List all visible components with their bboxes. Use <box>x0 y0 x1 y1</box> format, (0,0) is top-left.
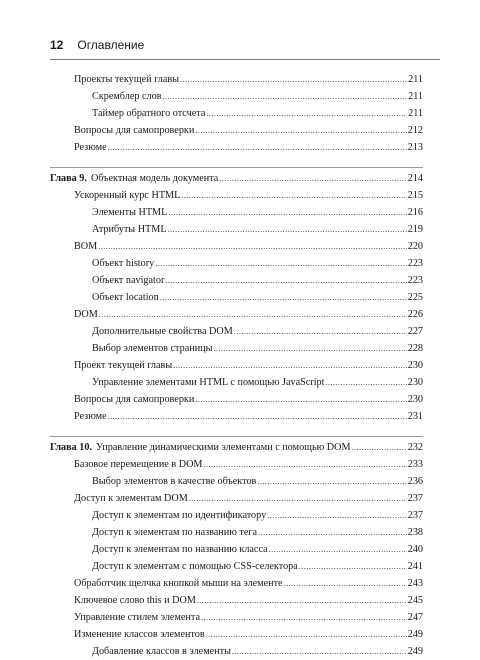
toc-entry-title: Объект history <box>92 258 155 269</box>
dot-leader <box>206 105 407 122</box>
toc-entry-title: BOM <box>74 241 98 252</box>
toc-page-number: 211 <box>408 108 423 119</box>
toc-entry-title: Доступ к элементам DOM <box>74 493 188 504</box>
toc-entry <box>50 391 423 408</box>
toc-entry-title: Дополнительные свойства DOM <box>92 326 233 337</box>
toc-entry <box>50 575 423 592</box>
dot-leader <box>160 289 407 306</box>
section-divider <box>50 436 423 437</box>
toc-entry-title: Выбор элементов страницы <box>92 343 213 354</box>
toc-page-number: 243 <box>407 578 423 589</box>
toc-page-number: 227 <box>407 326 423 337</box>
toc-entry <box>50 473 423 490</box>
dot-leader <box>155 255 407 272</box>
toc-entry <box>50 609 423 626</box>
toc-page-number: 228 <box>407 343 423 354</box>
toc-entry-title: Объект location <box>92 292 159 303</box>
dot-leader <box>173 357 407 374</box>
toc-page-number: 225 <box>407 292 423 303</box>
toc-entry-title: Вопросы для самопроверки <box>74 394 195 405</box>
dot-leader <box>213 340 406 357</box>
toc-entry-title: Базовое перемещение в DOM <box>74 459 203 470</box>
dot-leader <box>234 323 407 340</box>
toc-page-number: 240 <box>407 544 423 555</box>
toc-entry-title: Скремблер слов <box>92 91 162 102</box>
toc-page-number: 236 <box>407 476 423 487</box>
page-number: 12 <box>50 38 64 52</box>
dot-leader <box>232 643 407 660</box>
toc-page-number: 212 <box>407 125 423 136</box>
dot-leader <box>201 609 407 626</box>
dot-leader <box>257 473 406 490</box>
toc-entry <box>50 139 423 156</box>
dot-leader <box>181 187 406 204</box>
toc-entry-title: Обработчик щелчка кнопкой мыши на элементе <box>74 578 283 589</box>
toc-group-ch9 <box>50 170 423 425</box>
toc-entry <box>50 340 423 357</box>
dot-leader <box>197 592 407 609</box>
toc-entry-title: Добавление классов в элементы <box>92 646 231 657</box>
toc-entry <box>50 272 423 289</box>
toc-entry-title: Управление элементами HTML с помощью JavaScript <box>92 377 325 388</box>
toc-entry-title: Доступ к элементам с помощью CSS-селектора <box>92 561 298 572</box>
toc-entry <box>50 643 423 660</box>
dot-leader <box>168 221 407 238</box>
toc-entry-title: Объектная модель документа <box>90 173 219 184</box>
dot-leader <box>284 575 407 592</box>
toc-page-number: 247 <box>407 612 423 623</box>
toc-entry <box>50 323 423 340</box>
toc-entry-title: Таймер обратного отсчета <box>92 108 206 119</box>
toc-entry <box>50 122 423 139</box>
toc-entry-title: DOM <box>74 309 98 320</box>
toc-entry-title: Доступ к элементам по названию тега <box>92 527 258 538</box>
dot-leader <box>269 541 407 558</box>
toc-page-number: 230 <box>407 394 423 405</box>
toc-entry <box>50 524 423 541</box>
dot-leader <box>165 272 406 289</box>
toc-page-number: 211 <box>408 74 423 85</box>
toc-page-number: 230 <box>407 360 423 371</box>
toc-page-number: 216 <box>407 207 423 218</box>
toc-entry <box>50 408 423 425</box>
toc-entry <box>50 255 423 272</box>
header-title: Оглавление <box>77 38 145 52</box>
chapter-label: Глава 10. <box>50 442 93 453</box>
toc-entry <box>50 238 423 255</box>
dot-leader <box>98 238 407 255</box>
toc-page-number: 241 <box>407 561 423 572</box>
toc-page-number: 226 <box>407 309 423 320</box>
dot-leader <box>180 71 407 88</box>
toc-page-number: 238 <box>407 527 423 538</box>
toc-page-number: 220 <box>407 241 423 252</box>
dot-leader <box>203 456 406 473</box>
dot-leader <box>352 439 407 456</box>
toc-chapter-entry <box>50 439 423 456</box>
toc-entry <box>50 507 423 524</box>
table-of-contents <box>50 71 423 660</box>
toc-entry-title: Вопросы для самопроверки <box>74 125 195 136</box>
toc-page-number: 245 <box>407 595 423 606</box>
toc-entry <box>50 456 423 473</box>
toc-entry <box>50 357 423 374</box>
toc-group-ch8-tail <box>50 71 423 156</box>
toc-entry <box>50 88 423 105</box>
toc-page-number: 233 <box>407 459 423 470</box>
toc-page-number: 213 <box>407 142 423 153</box>
dot-leader <box>195 122 406 139</box>
dot-leader <box>258 524 407 541</box>
toc-chapter-entry <box>50 170 423 187</box>
toc-page-number: 219 <box>407 224 423 235</box>
toc-page-number: 249 <box>407 646 423 657</box>
toc-entry-title: Ускоренный курс HTML <box>74 190 181 201</box>
dot-leader <box>219 170 406 187</box>
toc-entry <box>50 541 423 558</box>
dot-leader <box>206 626 407 643</box>
toc-page-number: 249 <box>407 629 423 640</box>
dot-leader <box>325 374 406 391</box>
toc-page-number: 230 <box>407 377 423 388</box>
toc-entry-title: Элементы HTML <box>92 207 168 218</box>
toc-entry <box>50 592 423 609</box>
dot-leader <box>189 490 407 507</box>
toc-page-number: 237 <box>407 493 423 504</box>
toc-group-ch10 <box>50 439 423 660</box>
toc-entry-title: Резюме <box>74 411 107 422</box>
toc-entry-title: Проекты текущей главы <box>74 74 180 85</box>
toc-entry-title: Проект текущей главы <box>74 360 173 371</box>
toc-entry-title: Выбор элементов в качестве объектов <box>92 476 257 487</box>
toc-entry-title: Резюме <box>74 142 107 153</box>
toc-entry <box>50 558 423 575</box>
dot-leader <box>99 306 407 323</box>
toc-entry <box>50 289 423 306</box>
toc-entry-title: Управление стилем элемента <box>74 612 200 623</box>
toc-page-number: 237 <box>407 510 423 521</box>
dot-leader <box>108 139 407 156</box>
dot-leader <box>108 408 407 425</box>
toc-page-number: 214 <box>407 173 423 184</box>
toc-entry <box>50 374 423 391</box>
toc-entry-title: Управление динамическими элементами с помощью DOM <box>96 442 351 453</box>
dot-leader <box>195 391 406 408</box>
toc-entry <box>50 221 423 238</box>
toc-page-number: 223 <box>407 258 423 269</box>
chapter-label: Глава 9. <box>50 173 87 184</box>
toc-page-number: 215 <box>407 190 423 201</box>
dot-leader <box>299 558 407 575</box>
page-header <box>50 38 440 60</box>
toc-entry-title: Объект navigator <box>92 275 165 286</box>
dot-leader <box>267 507 407 524</box>
section-divider <box>50 167 423 168</box>
dot-leader <box>168 204 406 221</box>
toc-entry-title: Доступ к элементам по названию класса <box>92 544 268 555</box>
toc-entry-title: Ключевое слово this и DOM <box>74 595 196 606</box>
toc-entry <box>50 71 423 88</box>
toc-entry <box>50 187 423 204</box>
toc-entry-title: Атрибуты HTML <box>92 224 167 235</box>
toc-entry-title: Изменение классов элементов <box>74 629 205 640</box>
toc-entry <box>50 204 423 221</box>
toc-entry <box>50 490 423 507</box>
toc-page-number: 231 <box>407 411 423 422</box>
toc-entry <box>50 626 423 643</box>
toc-entry-title: Доступ к элементам по идентификатору <box>92 510 267 521</box>
dot-leader <box>163 88 408 105</box>
toc-page-number: 232 <box>407 442 423 453</box>
toc-page-number: 223 <box>407 275 423 286</box>
toc-entry <box>50 105 423 122</box>
toc-entry <box>50 306 423 323</box>
toc-page-number: 211 <box>408 91 423 102</box>
